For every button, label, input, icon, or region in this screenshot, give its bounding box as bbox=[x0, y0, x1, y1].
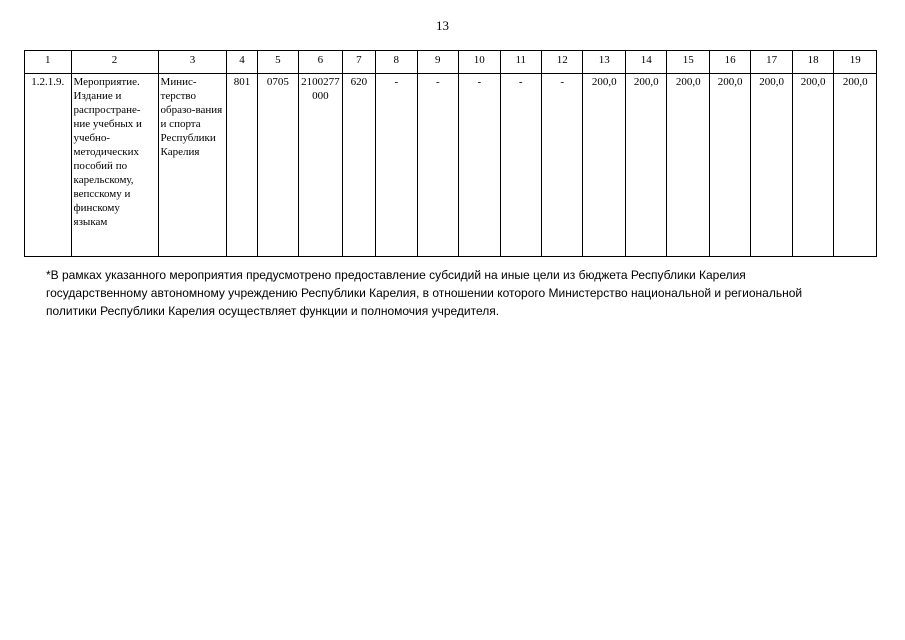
budget-table bbox=[24, 50, 877, 257]
column-header: 12 bbox=[542, 51, 583, 74]
column-header: 13 bbox=[583, 51, 625, 74]
column-header: 2 bbox=[71, 51, 158, 74]
cell-event: Мероприятие. Издание и распростране-ние учебных и учебно-методических пособий по карельскому, вепсскому и финскому языкам bbox=[71, 74, 158, 257]
column-header: 3 bbox=[158, 51, 227, 74]
cell-col10: - bbox=[459, 74, 500, 257]
cell-col12: - bbox=[542, 74, 583, 257]
column-header: 18 bbox=[792, 51, 833, 74]
cell-rzpr: 0705 bbox=[257, 74, 298, 257]
cell-col8: - bbox=[376, 74, 417, 257]
cell-grbs: 801 bbox=[227, 74, 257, 257]
cell-col18: 200,0 bbox=[792, 74, 833, 257]
cell-col17: 200,0 bbox=[751, 74, 792, 257]
cell-col16: 200,0 bbox=[709, 74, 750, 257]
column-header: 5 bbox=[257, 51, 298, 74]
column-header: 16 bbox=[709, 51, 750, 74]
cell-col14: 200,0 bbox=[625, 74, 666, 257]
column-header: 9 bbox=[417, 51, 458, 74]
table-header-row bbox=[25, 51, 877, 74]
column-header: 14 bbox=[625, 51, 666, 74]
column-header: 7 bbox=[342, 51, 375, 74]
cell-col19: 200,0 bbox=[834, 74, 877, 257]
column-header: 11 bbox=[500, 51, 541, 74]
column-header: 19 bbox=[834, 51, 877, 74]
column-header: 10 bbox=[459, 51, 500, 74]
cell-col15: 200,0 bbox=[667, 74, 709, 257]
column-header: 6 bbox=[299, 51, 343, 74]
cell-code: 1.2.1.9. bbox=[25, 74, 72, 257]
column-header: 4 bbox=[227, 51, 257, 74]
column-header: 17 bbox=[751, 51, 792, 74]
column-header: 8 bbox=[376, 51, 417, 74]
column-header: 15 bbox=[667, 51, 709, 74]
column-header: 1 bbox=[25, 51, 72, 74]
cell-executor: Минис-терство образо-вания и спорта Республики Карелия bbox=[158, 74, 227, 257]
cell-csr: 2100277000 bbox=[299, 74, 343, 257]
table-row bbox=[25, 74, 877, 257]
cell-vr: 620 bbox=[342, 74, 375, 257]
cell-col11: - bbox=[500, 74, 541, 257]
footnote: *В рамках указанного мероприятия предусмотрено предоставление субсидий на иные цели из бюджета Республики Карелия государственному автономному учреждению Республики Карелия, в отношении которого Министерство национальной и региональной политики Республики Карелия осуществляет функции и полномочия учредителя. bbox=[46, 268, 803, 318]
page-number: 13 bbox=[436, 18, 449, 33]
cell-col9: - bbox=[417, 74, 458, 257]
cell-col13: 200,0 bbox=[583, 74, 625, 257]
